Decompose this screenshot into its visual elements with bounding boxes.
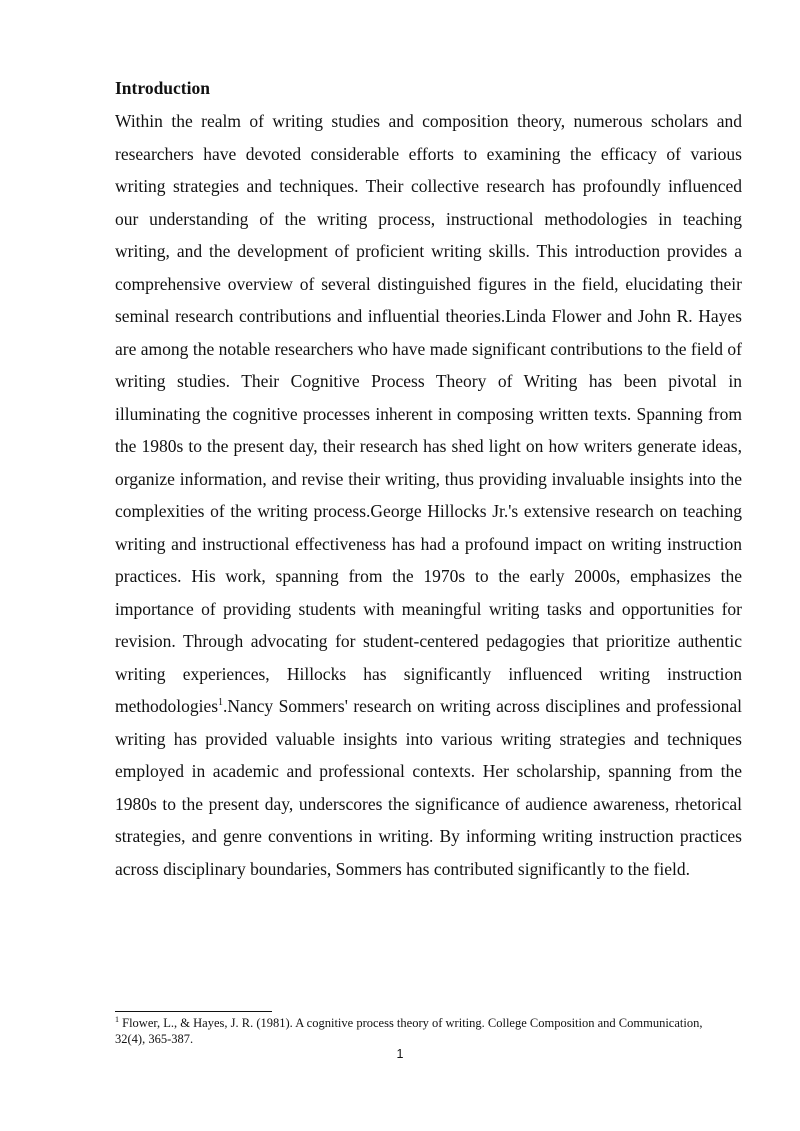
footnote-text: Flower, L., & Hayes, J. R. (1981). A cognitive process theory of writing. College Composition and Communication, 32(4), 365-387. [115,1016,703,1046]
footnote-marker: 1 [115,1014,119,1024]
footnote-reference[interactable]: 1 [218,697,224,709]
body-text-part-1: Within the realm of writing studies and composition theory, numerous scholars and researchers have devoted considerable efforts to examining the efficacy of various writing strategies and techniques. Their collective research has profoundly influenced our understanding of the writing process, instructional methodologies in teaching writing, and the development of proficient writing skills. This introduction provides a comprehensive overview of several distinguished figures in the field, elucidating their seminal research contributions and influential theories.Linda Flower and John R. Hayes are among the notable researchers who have made significant contributions to the field of writing studies. Their Cognitive Process Theory of Writing has been pivotal in illuminating the cognitive processes inherent in composing written texts. Spanning from the 1980s to the present day, their research has shed light on how writers generate ideas, organize information, and revise their writing, thus providing invaluable insights into the complexities of the writing process.George Hillocks Jr.'s extensive research on teaching writing and instructional effectiveness has had a profound impact on writing instruction practices. His work, spanning from the 1970s to the early 2000s, emphasizes the importance of providing students with meaningful writing tasks and opportunities for revision. Through advocating for student-centered pedagogies that prioritize authentic writing experiences, Hillocks has significantly influenced writing instruction methodologies [115,111,742,716]
footnote-separator [115,1011,272,1012]
footnote [115,1015,715,1047]
page-number: 1 [396,1047,404,1061]
section-heading: Introduction [115,78,210,98]
body-text-part-2: .Nancy Sommers' research on writing across disciplines and professional writing has provided valuable insights into various writing strategies and techniques employed in academic and professional contexts. Her scholarship, spanning from the 1980s to the present day, underscores the significance of audience awareness, rhetorical strategies, and genre conventions in writing. By informing writing instruction practices across disciplinary boundaries, Sommers has contributed significantly to the field. [115,696,742,879]
body-paragraph [115,105,742,885]
